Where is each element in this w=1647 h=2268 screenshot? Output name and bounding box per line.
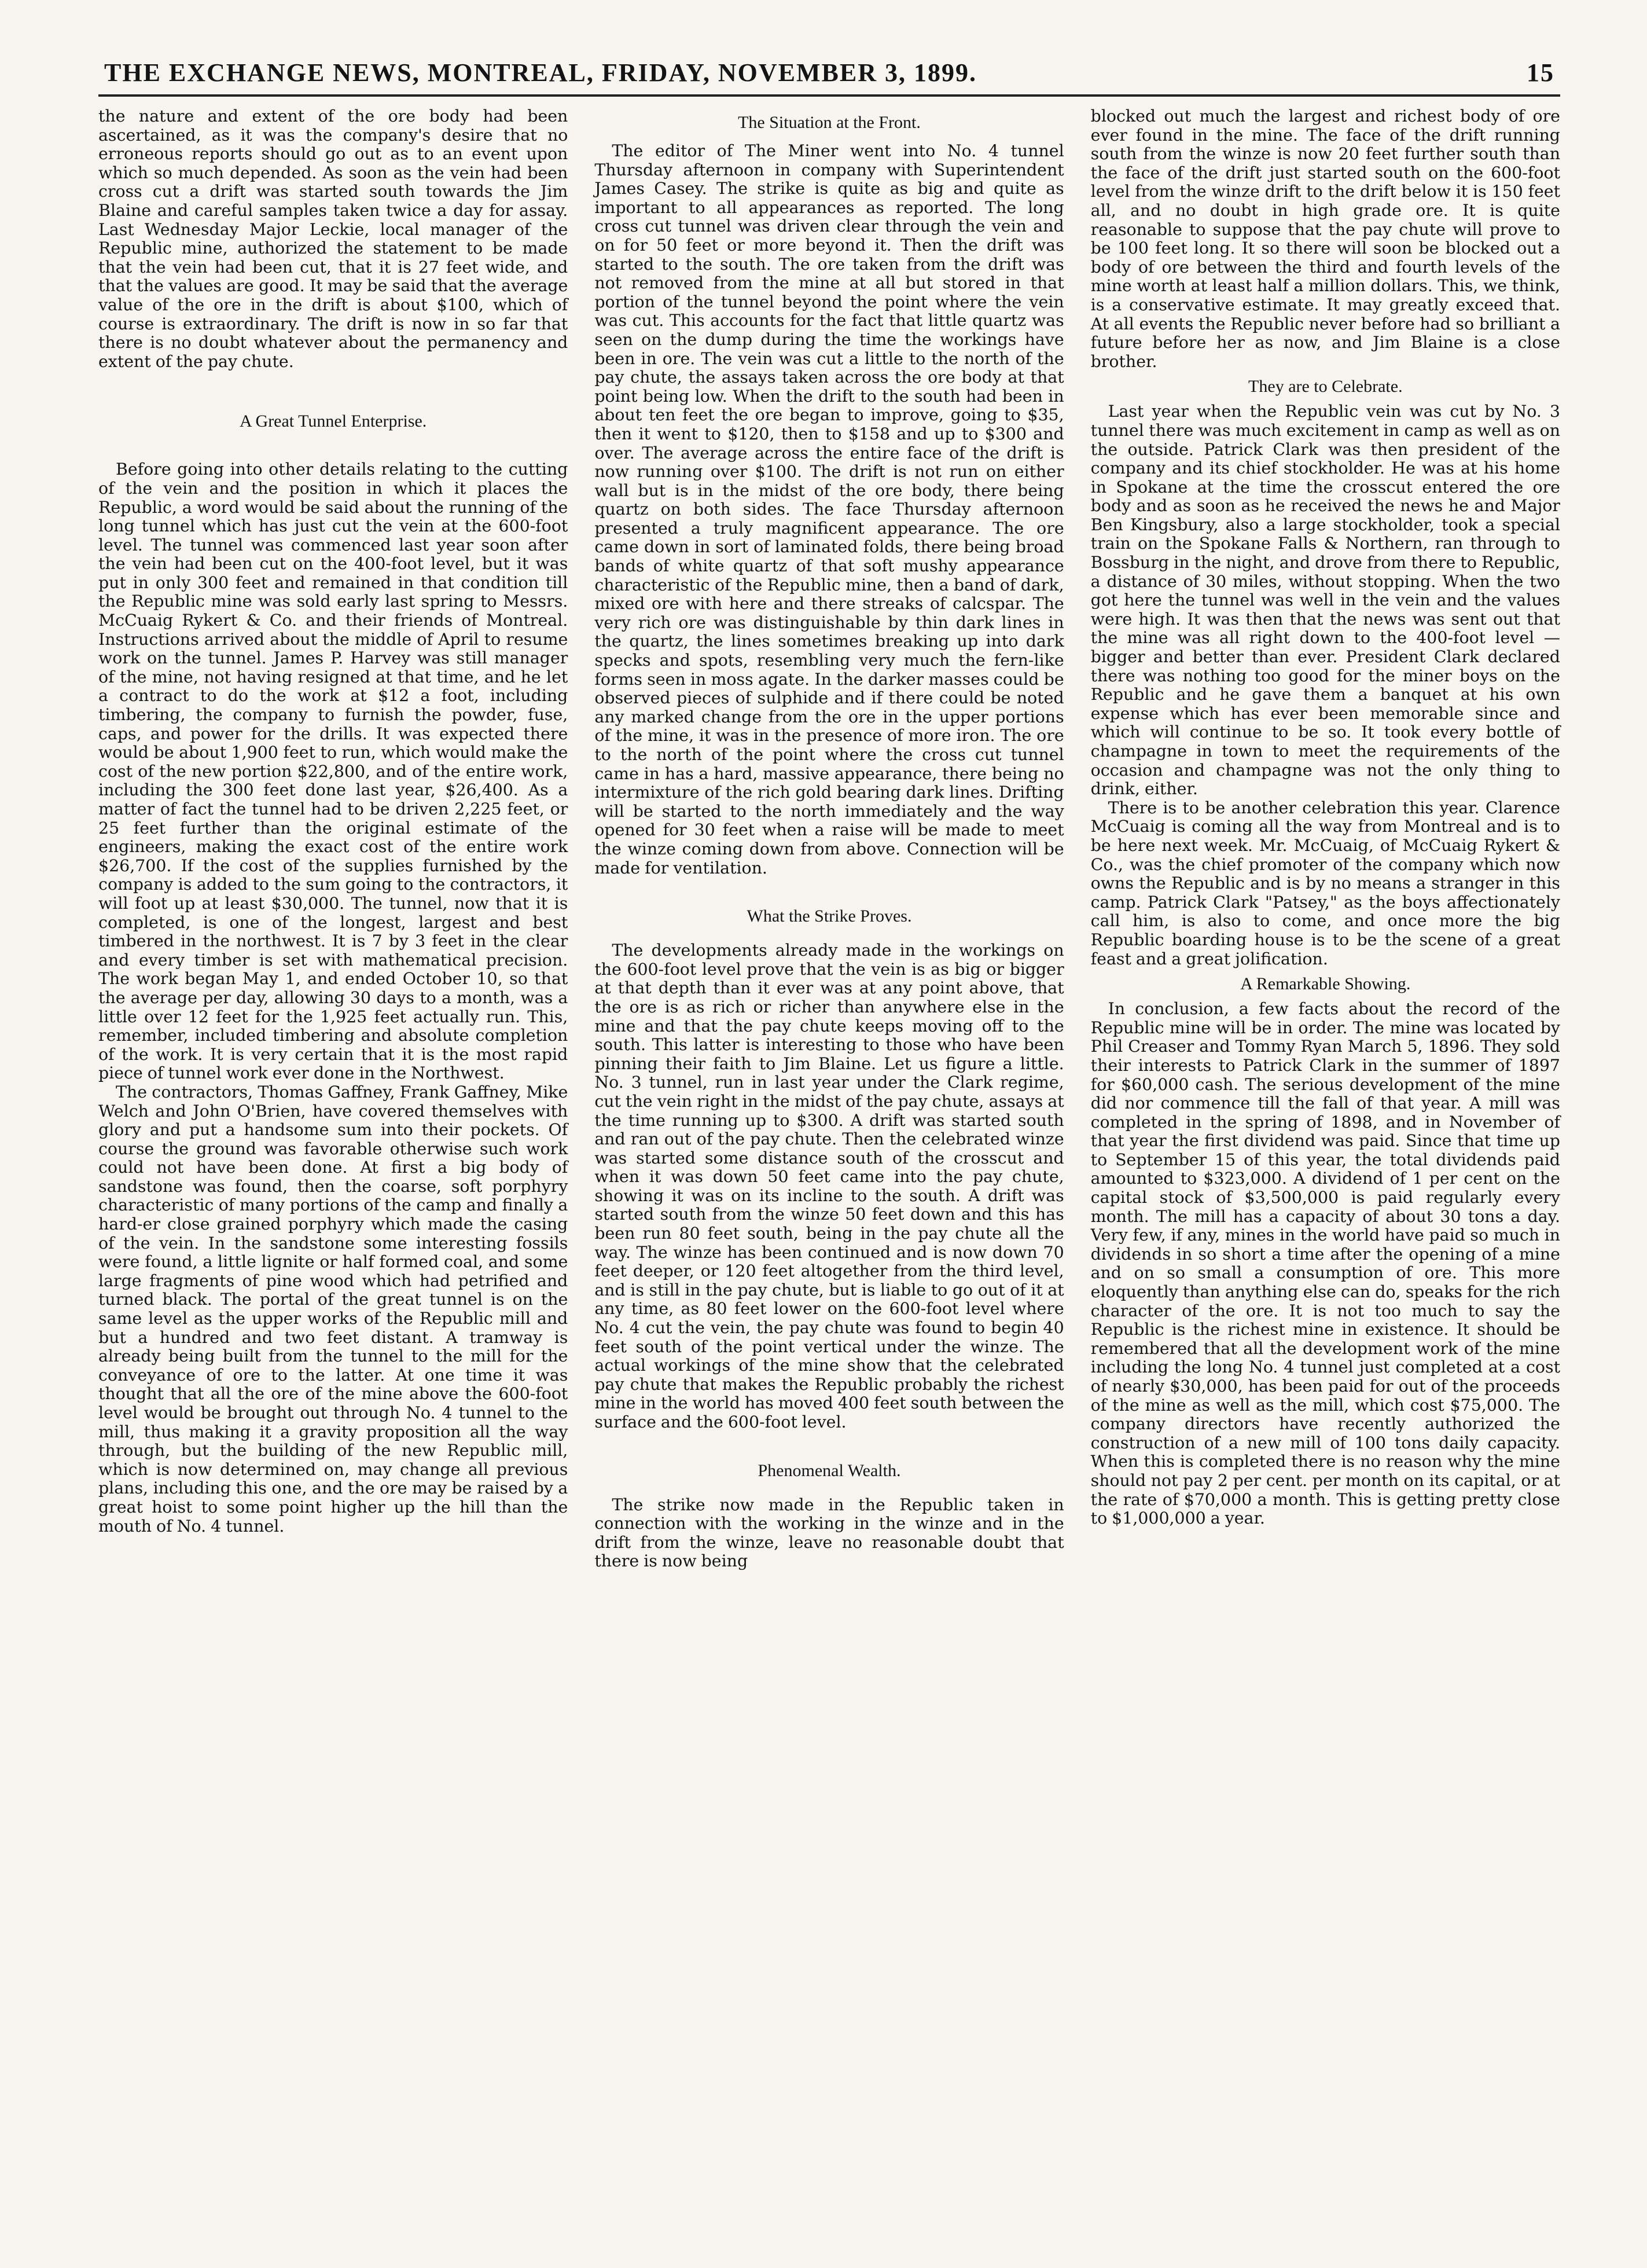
paragraph: Last year when the Republic vein was cut by No. 3 tunnel there was much excitement in camp as well as on the outside. Patrick Clark was then president of the company and its chief stockholder. He was at his home in Spokane at the time the crosscut entered the ore body and as soon as he received the news he and Major Ben Kingsbury, also a large stockholder, took a special train on the Spokane Falls & Northern, ran through to Bossburg in the night, and drove from there to Republic, a distance of 30 miles, without stopping. When the two got here the tunnel was well in the vein and the values were high. It was then that the news was sent out that the mine was all right down to the 400-foot level — bigger and better than ever. President Clark declared there was nothing too good for the miner boys on the Republic and he gave them a banquet at his own expense which has ever been memorable since and which will continue to be so. It took every bottle of champagne in town to meet the requirements of the occasion and champagne was not the only thing to drink, either. <box>1090 402 1560 799</box>
section-heading: They are to Celebrate. <box>1248 377 1403 397</box>
section-heading: What the Strike Proves. <box>747 907 912 926</box>
section-heading: A Great Tunnel Enterprise. <box>240 412 427 431</box>
paragraph: The editor of The Miner went into No. 4 tunnel Thursday afternoon in company with Superintendent James Casey. The strike is quite as big and quite as important to all appearances as reported. The long cross cut tunnel was driven clear through the vein and on for 50 feet or more beyond it. Then the drift was started to the south. The ore taken from the drift was not removed from the mine at all but stored in that portion of the tunnel beyond the point where the vein was cut. This accounts for the fact that little quartz was seen on the dump during the time the workings have been in ore. The vein was cut a little to the north of the pay chute, the assays taken across the ore body at that point being low. When the drift to the south had been in about ten feet the ore began to improve, going to $35, then it went to $120, then to $158 and up to $300 and over. The average across the entire face of the drift is now running over $100. The drift is not run on either wall but is in the midst of the ore body, there being quartz on both sides. The face Thursday afternoon presented a truly magnificent appearance. The ore came down in sort of laminated folds, there being broad bands of white quartz of that soft mushy appearance characteristic of the Republic mine, then a band of dark, mixed ore with here and there streaks of calcspar. The very rich ore was distinguishable by thin dark lines in the quartz, the lines sometimes breaking up into dark specks and spots, resembling very much the fern-like forms seen in moss agate. In the darker masses could be observed pieces of sulphide and if there could be noted any marked change from the ore in the upper portions of the mine, it was in the presence of more iron. The ore to the north of the point where the cross cut tunnel came in has a hard, massive appearance, there being no intermixture of the rich gold bearing dark lines. Drifting will be started to the north immediately and the way opened for 30 feet when a raise will be made to meet the winze coming down from above. Connection will be made for ventilation. <box>594 141 1064 878</box>
masthead <box>98 58 1560 97</box>
section-heading: Phenomenal Wealth. <box>758 1460 901 1480</box>
column-3 <box>1091 107 1560 1571</box>
paragraph: Before going into other details relating to the cutting of the vein and the position in which it places the Republic, a word would be said about the running of the long tunnel which has just cut the vein at the 600-foot level. The tunnel was commenced last year soon after the vein had been cut on the 400-foot level, but it was put in only 300 feet and remained in that condition till the Republic mine was sold early last spring to Messrs. McCuaig Rykert & Co. and their friends of Montreal. Instructions arrived about the middle of April to resume work on the tunnel. James P. Harvey was still manager of the mine, not having resigned at that time, and he let a contract to do the work at $12 a foot, including timbering, the company to furnish the powder, fuse, caps, and power for the drills. It was expected there would be about 1,900 feet to run, which would make the cost of the new portion $22,800, and of the entire work, including the 300 feet done last year, $26,400. As a matter of fact the tunnel had to be driven 2,225 feet, or 25 feet further than the original estimate of the engineers, making the exact cost of the entire work $26,700. If the cost of the supplies furnished by the company is added to the sum going to the contractors, it will foot up at least $30,000. The tunnel, now that it is completed, is one of the longest, largest and best timbered in the northwest. It is 7 by 3 feet in the clear and every timber is set with mathematical precision. The work began May 1, and ended October 10, so that the average per day, allowing 30 days to a month, was a little over 12 feet for the 1,925 feet actually run. This, remember, included timbering and absolute completion of the work. It is very certain that it is the most rapid piece of tunnel work ever done in the Northwest. <box>98 460 568 1083</box>
column-1 <box>98 107 568 1571</box>
section-heading: The Situation at the Front. <box>738 113 921 132</box>
page-number: 15 <box>1527 58 1554 87</box>
paragraph: blocked out much the largest and richest body of ore ever found in the mine. The face of the drift running south from the winze is now 20 feet further south than the face of the drift just started south on the 600-foot level from the winze drift to the drift below it is 150 feet all, and no doubt in high grade ore. It is quite reasonable to suppose that the pay chute will prove to be 100 feet long. It so there will soon be blocked out a body of ore between the third and fourth levels of the mine worth at least half a million dollars. This, we think, is a conservative estimate. It may greatly exceed that. At all events the Republic never before had so brilliant a future before her as now, and Jim Blaine is a close brother. <box>1090 107 1560 371</box>
paragraph: The strike now made in the Republic taken in connection with the working in the winze and in the drift from the winze, leave no reasonable doubt that there is now being <box>594 1495 1064 1571</box>
masthead-title: THE EXCHANGE NEWS, MONTREAL, FRIDAY, NOVEMBER 3, 1899. <box>104 58 977 87</box>
column-2 <box>594 107 1064 1571</box>
paragraph: the nature and extent of the ore body had been ascertained, as it was the company's desire that no erroneous reports should go out as to an event upon which so much depended. As soon as the vein had been cross cut a drift was started south towards the Jim Blaine and careful samples taken twice a day for assay. Last Wednesday Major Leckie, local manager of the Republic mine, authorized the statement to be made that the vein had been cut, that it is 27 feet wide, and that the values are good. It may be said that the average value of the ore in the drift is about $100, which of course is extraordinary. The drift is now in so far that there is no doubt whatever about the permanency and extent of the pay chute. <box>98 107 568 371</box>
article-columns <box>98 107 1560 1571</box>
paragraph: The contractors, Thomas Gaffney, Frank Gaffney, Mike Welch and John O'Brien, have covered themselves with glory and put a handsome sum into their pockets. Of course the ground was favorable otherwise such work could not have been done. At first a big body of sandstone was found, then the coarse, soft porphyry characteristic of many portions of the camp and finally a hard-er close grained porphyry which made the casing of the vein. In the sandstone some interesting fossils were found, a little lignite or half formed coal, and some large fragments of pine wood which had petrified and turned black. The portal of the great tunnel is on the same level as the upper works of the Republic mill and but a hundred and two feet distant. A tramway is already being built from the tunnel to the mill for the conveyance of ore to the latter. At one time it was thought that all the ore of the mine above the 600-foot level would be brought out through No. 4 tunnel to the mill, thus making it a gravity proposition all the way through, but the building of the new Republic mill, which is now determined on, may change all previous plans, including this one, and the ore may be raised by a great hoist to some point higher up the hill than the mouth of No. 4 tunnel. <box>98 1082 568 1536</box>
paragraph: There is to be another celebration this year. Clarence McCuaig is coming all the way from Montreal and is to be here next week. Mr. McCuaig, of McCuaig Rykert & Co., was the chief promoter of the company which now owns the Republic and is by no means a stranger in this camp. Patrick Clark "Patsey," as the boys affectionately call him, is also to come, and once more the big Republic boarding house is to be the scene of a great feast and a great jolification. <box>1090 798 1560 968</box>
section-heading: A Remarkable Showing. <box>1240 974 1411 994</box>
paragraph: The developments already made in the workings on the 600-foot level prove that the vein is as big or bigger at that depth than it ever was at any point above, that the ore is as rich or richer than anywhere else in the mine and that the pay chute keeps moving off to the south. This latter is interesting to those who have been pinning their faith to Jim Blaine. Let us figure a little. No. 3 tunnel, run in last year under the Clark regime, cut the vein right in the midst of the pay chute, assays at the time running up to $300. A drift was started south and ran out of the pay chute. Then the celebrated winze was started some distance south of the crosscut and when it was down 50 feet came into the pay chute, showing it was on its incline to the south. A drift was started south from the winze 50 feet down and this has been run 80 feet south, being in the pay chute all the way. The winze has been continued and is now down 70 feet deeper, or 120 feet altogether from the third level, and is still in the pay chute, but is liable to go out of it at any time, as 80 feet lower on the 600-foot level where No. 4 cut the vein, the pay chute was found to begin 40 feet south of the point vertical under the winze. The actual workings of the mine show that the celebrated pay chute that makes the Republic probably the richest mine in the world has moved 400 feet south between the surface and the 600-foot level. <box>594 941 1064 1432</box>
paragraph: In conclusion, a few facts about the record of the Republic mine will be in order. The mine was located by Phil Creaser and Tommy Ryan March 5, 1896. They sold their interests to Patrick Clark in the summer of 1897 for $60,000 cash. The serious development of the mine did nor commence till the fall of that year. A mill was completed in the spring of 1898, and in November of that year the first dividend was paid. Since that time up to September 15 of this year, the total dividends paid amounted to $323,000. A dividend of 1 per cent on the capital stock of $3,500,000 is paid regularly every month. The mill has a capacity of about 30 tons a day. Very few, if any, mines in the world have paid so much in dividends in so short a time after the opening of a mine and on so small a consumption of ore. This more eloquently than anything else can do, speaks for the rich character of the ore. It is not too much to say the Republic is the richest mine in existence. It should be remembered that all the development work of the mine including the long No. 4 tunnel just completed at a cost of nearly $30,000, has been paid for out of the proceeds of the mine as well as the mill, which cost $75,000. The company directors have recently authorized the construction of a new mill of 100 tons daily capacity. When this is completed there is no reason why the mine should not pay 2 per cent. per month on its capital, or at the rate of $70,000 a month. This is getting pretty close to $1,000,000 a year. <box>1090 999 1560 1528</box>
